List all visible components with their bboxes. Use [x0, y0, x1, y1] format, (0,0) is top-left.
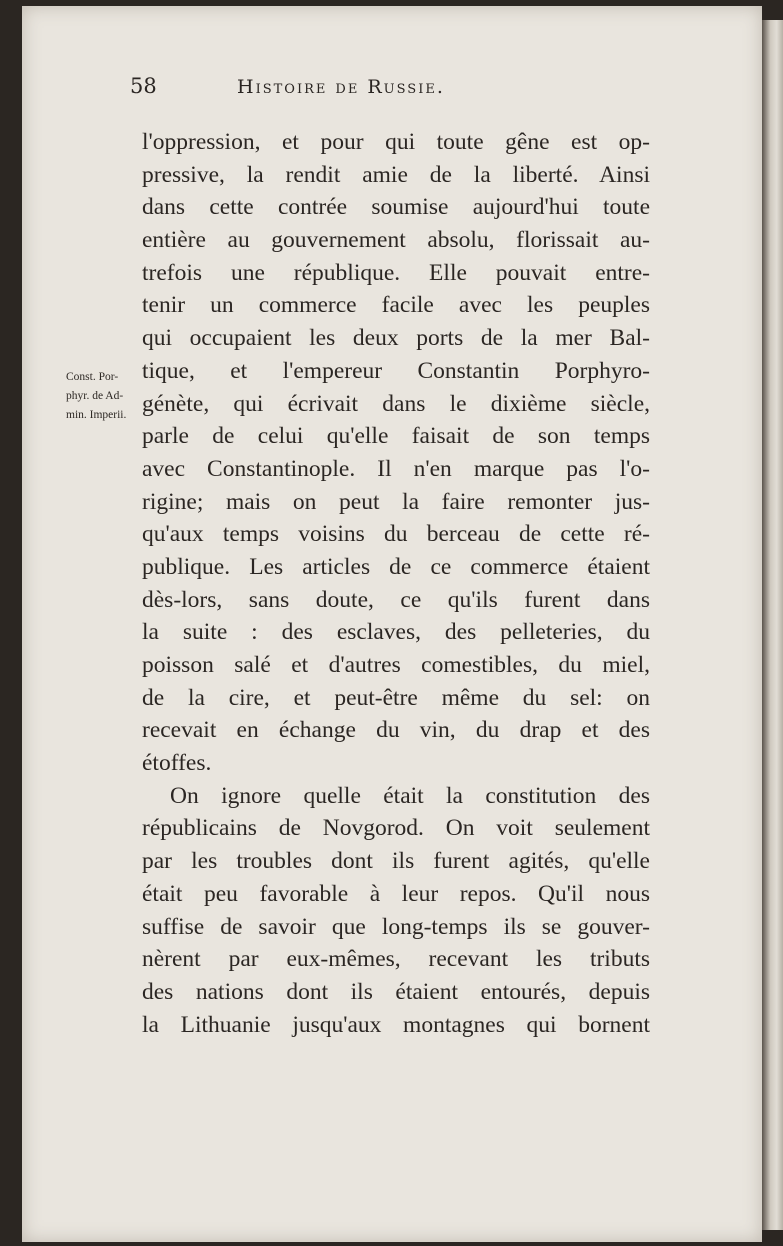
page-edge	[762, 20, 783, 1230]
text-line: la suite : des esclaves, des pelleteries, du	[142, 619, 650, 646]
text-line: parle de celui qu'elle faisait de son temps	[142, 423, 650, 450]
text-line: rigine; mais on peut la faire remonter jus-	[142, 488, 650, 515]
text-line: génète, qui écrivait dans le dixième siècle,	[142, 390, 650, 417]
text-line: qui occupaient les deux ports de la mer Bal-	[142, 325, 650, 352]
text-line: pressive, la rendit amie de la liberté. Ainsi	[142, 161, 650, 188]
text-line: nèrent par eux-mêmes, recevant les tributs	[142, 946, 650, 973]
header-title: Histoire de Russie.	[237, 76, 445, 98]
text-line: On ignore quelle était la constitution des	[170, 782, 650, 809]
paragraph-2	[142, 780, 650, 1042]
text-line: avec Constantinople. Il n'en marque pas l'o-	[142, 455, 650, 482]
paragraph-1	[142, 126, 650, 780]
marginal-note	[66, 368, 148, 425]
text-line: l'oppression, et pour qui toute gêne est op-	[142, 129, 650, 155]
text-line: qu'aux temps voisins du berceau de cette ré-	[142, 521, 650, 548]
text-line: par les troubles dont ils furent agités, qu'elle	[142, 848, 650, 875]
text-line: la Lithuanie jusqu'aux montagnes qui bornent	[142, 1011, 650, 1038]
text-line: de la cire, et peut-être même du sel: on	[142, 684, 650, 711]
text-line: publique. Les articles de ce commerce étaient	[142, 553, 650, 580]
body-text	[142, 126, 650, 1041]
text-line: trefois une république. Elle pouvait entre-	[142, 259, 650, 286]
text-line: étoffes.	[142, 750, 212, 777]
text-line: recevait en échange du vin, du drap et des	[142, 717, 650, 744]
text-line: entière au gouvernement absolu, florissait au-	[142, 227, 650, 254]
text-line: tenir un commerce facile avec les peuples	[142, 292, 650, 319]
text-line: dans cette contrée soumise aujourd'hui toute	[142, 194, 650, 221]
text-line: tique, et l'empereur Constantin Porphyro-	[142, 357, 650, 384]
text-line: suffise de savoir que long-temps ils se gouver-	[142, 913, 650, 940]
text-line: poisson salé et d'autres comestibles, du miel,	[142, 652, 650, 678]
page-number: 58	[130, 74, 157, 98]
marginal-note-line: Const. Por-	[66, 371, 119, 383]
marginal-note-line: phyr. de Ad-	[66, 390, 124, 402]
text-line: dès-lors, sans doute, ce qu'ils furent dans	[142, 586, 650, 613]
marginal-note-line: min. Imperii.	[66, 409, 127, 421]
text-line: était peu favorable à leur repos. Qu'il nous	[142, 880, 650, 907]
text-line: des nations dont ils étaient entourés, depuis	[142, 978, 650, 1005]
text-line: républicains de Novgorod. On voit seulement	[142, 815, 650, 842]
